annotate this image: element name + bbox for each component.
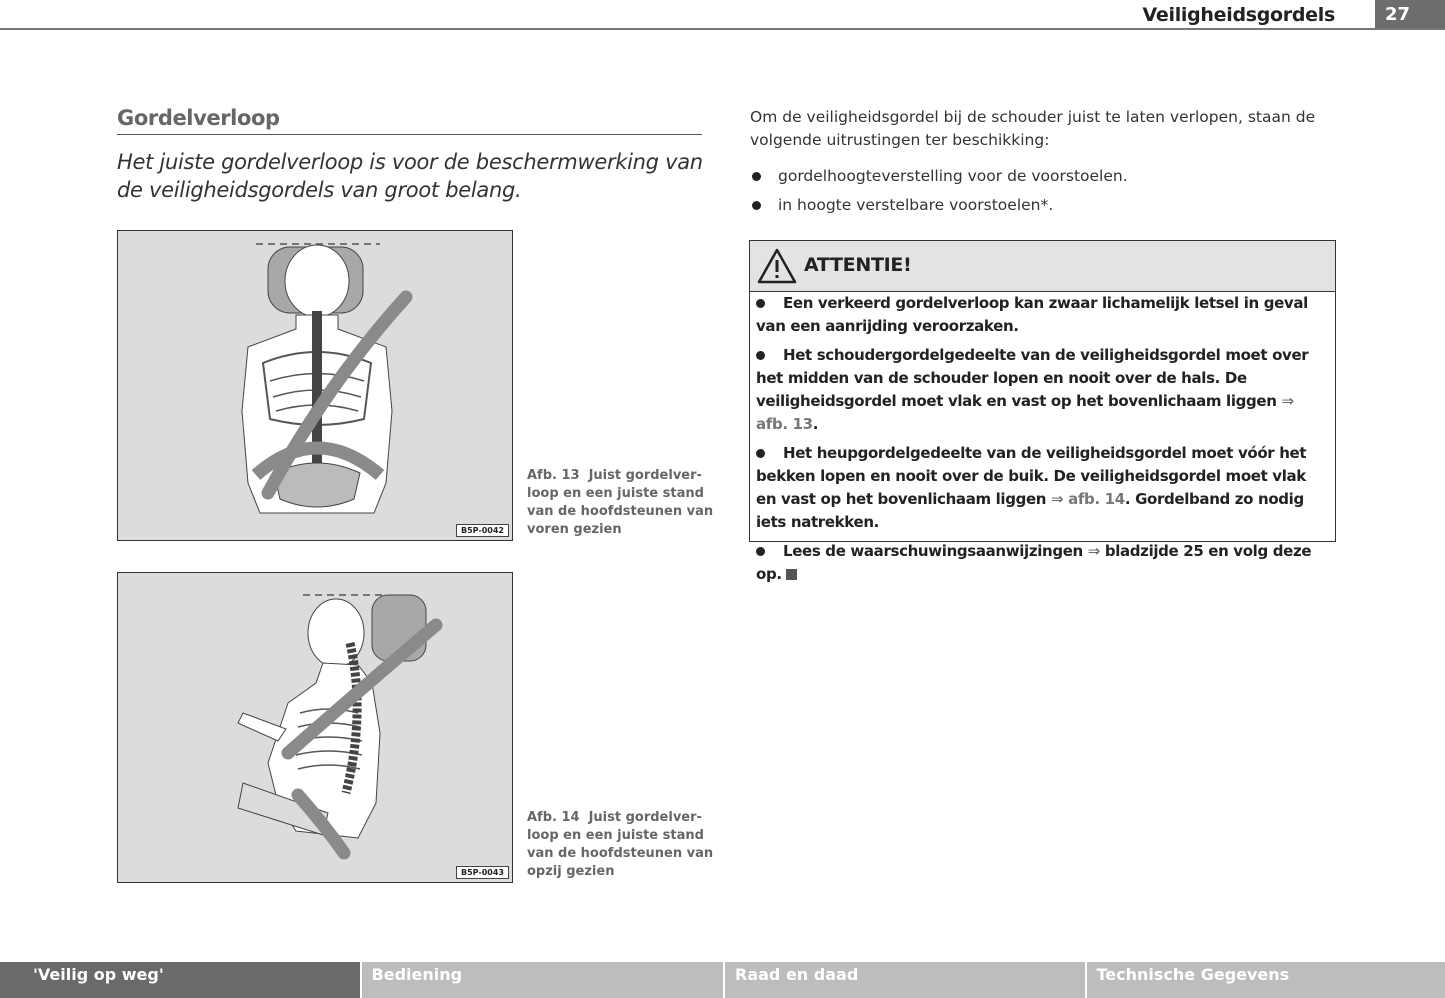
warning-text: Lees de waarschuwingsaanwijzingen [783,542,1083,560]
figure-code: B5P-0042 [456,524,509,537]
warning-triangle-icon [757,248,797,284]
caption-line: loop en een juiste stand [527,828,704,843]
warning-text: Gordelband zo nodig iets natrekken. [756,490,1304,531]
caption-line: van de hoofdsteunen van [527,504,714,519]
warning-item [756,540,1329,586]
caption-line: Juist gordelver- [588,810,702,825]
list-item: in hoogte verstelbare voorstoelen*. [750,194,1340,217]
figure-side-view [117,572,513,883]
footer-nav [0,962,1445,998]
figure-reference-link[interactable]: afb. 14 [1068,490,1125,508]
header-rule [0,28,1445,30]
warning-list [750,292,1335,586]
reference-arrow: ⇒ [1051,490,1064,508]
warning-item: Het schoudergordelgedeelte van de veiligheidsgordel moet over het midden van de schouder lopen en nooit over de hals. De veiligheidsgordel moet vlak en vast op het bovenlichaam liggen ⇒ afb. 13. [756,344,1329,436]
warning-text: Het heupgordelgedeelte van de veiligheidsgordel moet vóór het bekken lopen en nooit over de buik. De veiligheidsgordel moet vlak en vast op het bovenlichaam liggen [756,444,1307,508]
caption-line: Juist gordelver- [588,468,702,483]
page-reference-link[interactable]: bladzijde 25 en volg deze op. [756,542,1312,583]
side-view-illustration [118,573,511,881]
warning-box [749,240,1336,583]
figure-code: B5P-0043 [456,866,509,879]
warning-item: Het heupgordelgedeelte van de veiligheidsgordel moet vóór het bekken lopen en nooit over de buik. De veiligheidsgordel moet vlak en vast op het bovenlichaam liggen ⇒ afb. 14. Gordelband zo nodig iets natrekken. [756,442,1329,534]
front-view-illustration [118,231,511,539]
end-of-section-icon [786,569,797,580]
figure-front-view [117,230,513,541]
tab-raad-en-daad[interactable]: Raad en daad [725,962,1084,998]
list-item: gordelhoogteverstelling voor de voorstoelen. [750,165,1340,188]
caption-line: van de hoofdsteunen van [527,846,714,861]
tab-bediening[interactable]: Bediening [362,962,723,998]
caption-line: loop en een juiste stand [527,486,704,501]
section-divider [117,134,702,135]
section-title: Gordelverloop [117,106,280,130]
tab-technische-gegevens[interactable]: Technische Gegevens [1087,962,1445,998]
warning-header [750,241,1335,292]
warning-item [756,292,1329,338]
figure-reference-link[interactable]: afb. 13 [756,415,813,433]
reference-arrow: ⇒ [1281,392,1294,410]
warning-title: ATTENTIE! [804,254,912,276]
equipment-list [750,165,1340,223]
intro-paragraph: Om de veiligheidsgordel bij de schouder juist te laten verlopen, staan de volgende uitrustingen ter beschikking: [750,108,1316,149]
lead-paragraph: Het juiste gordelverloop is voor de beschermwerking van de veiligheidsgordels van groot belang. [117,150,703,202]
caption-line: opzij gezien [527,864,615,879]
figure-caption [527,467,714,539]
reference-arrow: ⇒ [1087,542,1100,560]
warning-text: Het schoudergordelgedeelte van de veiligheidsgordel moet over het midden van de schouder lopen en nooit over de hals. De veiligheidsgordel moet vlak en vast op het bovenlichaam liggen [756,346,1309,410]
caption-line: voren gezien [527,522,622,537]
caption-number: Afb. 13 [527,468,580,483]
figure-caption [527,809,714,881]
caption-number: Afb. 14 [527,810,580,825]
warning-text: Een verkeerd gordelverloop kan zwaar lichamelijk letsel in geval van een aanrijding veroorzaken. [756,294,1308,335]
chapter-title: Veiligheidsgordels [1142,4,1335,26]
tab-veilig-op-weg[interactable]: 'Veilig op weg' [0,962,360,998]
page-number: 27 [1375,0,1445,28]
